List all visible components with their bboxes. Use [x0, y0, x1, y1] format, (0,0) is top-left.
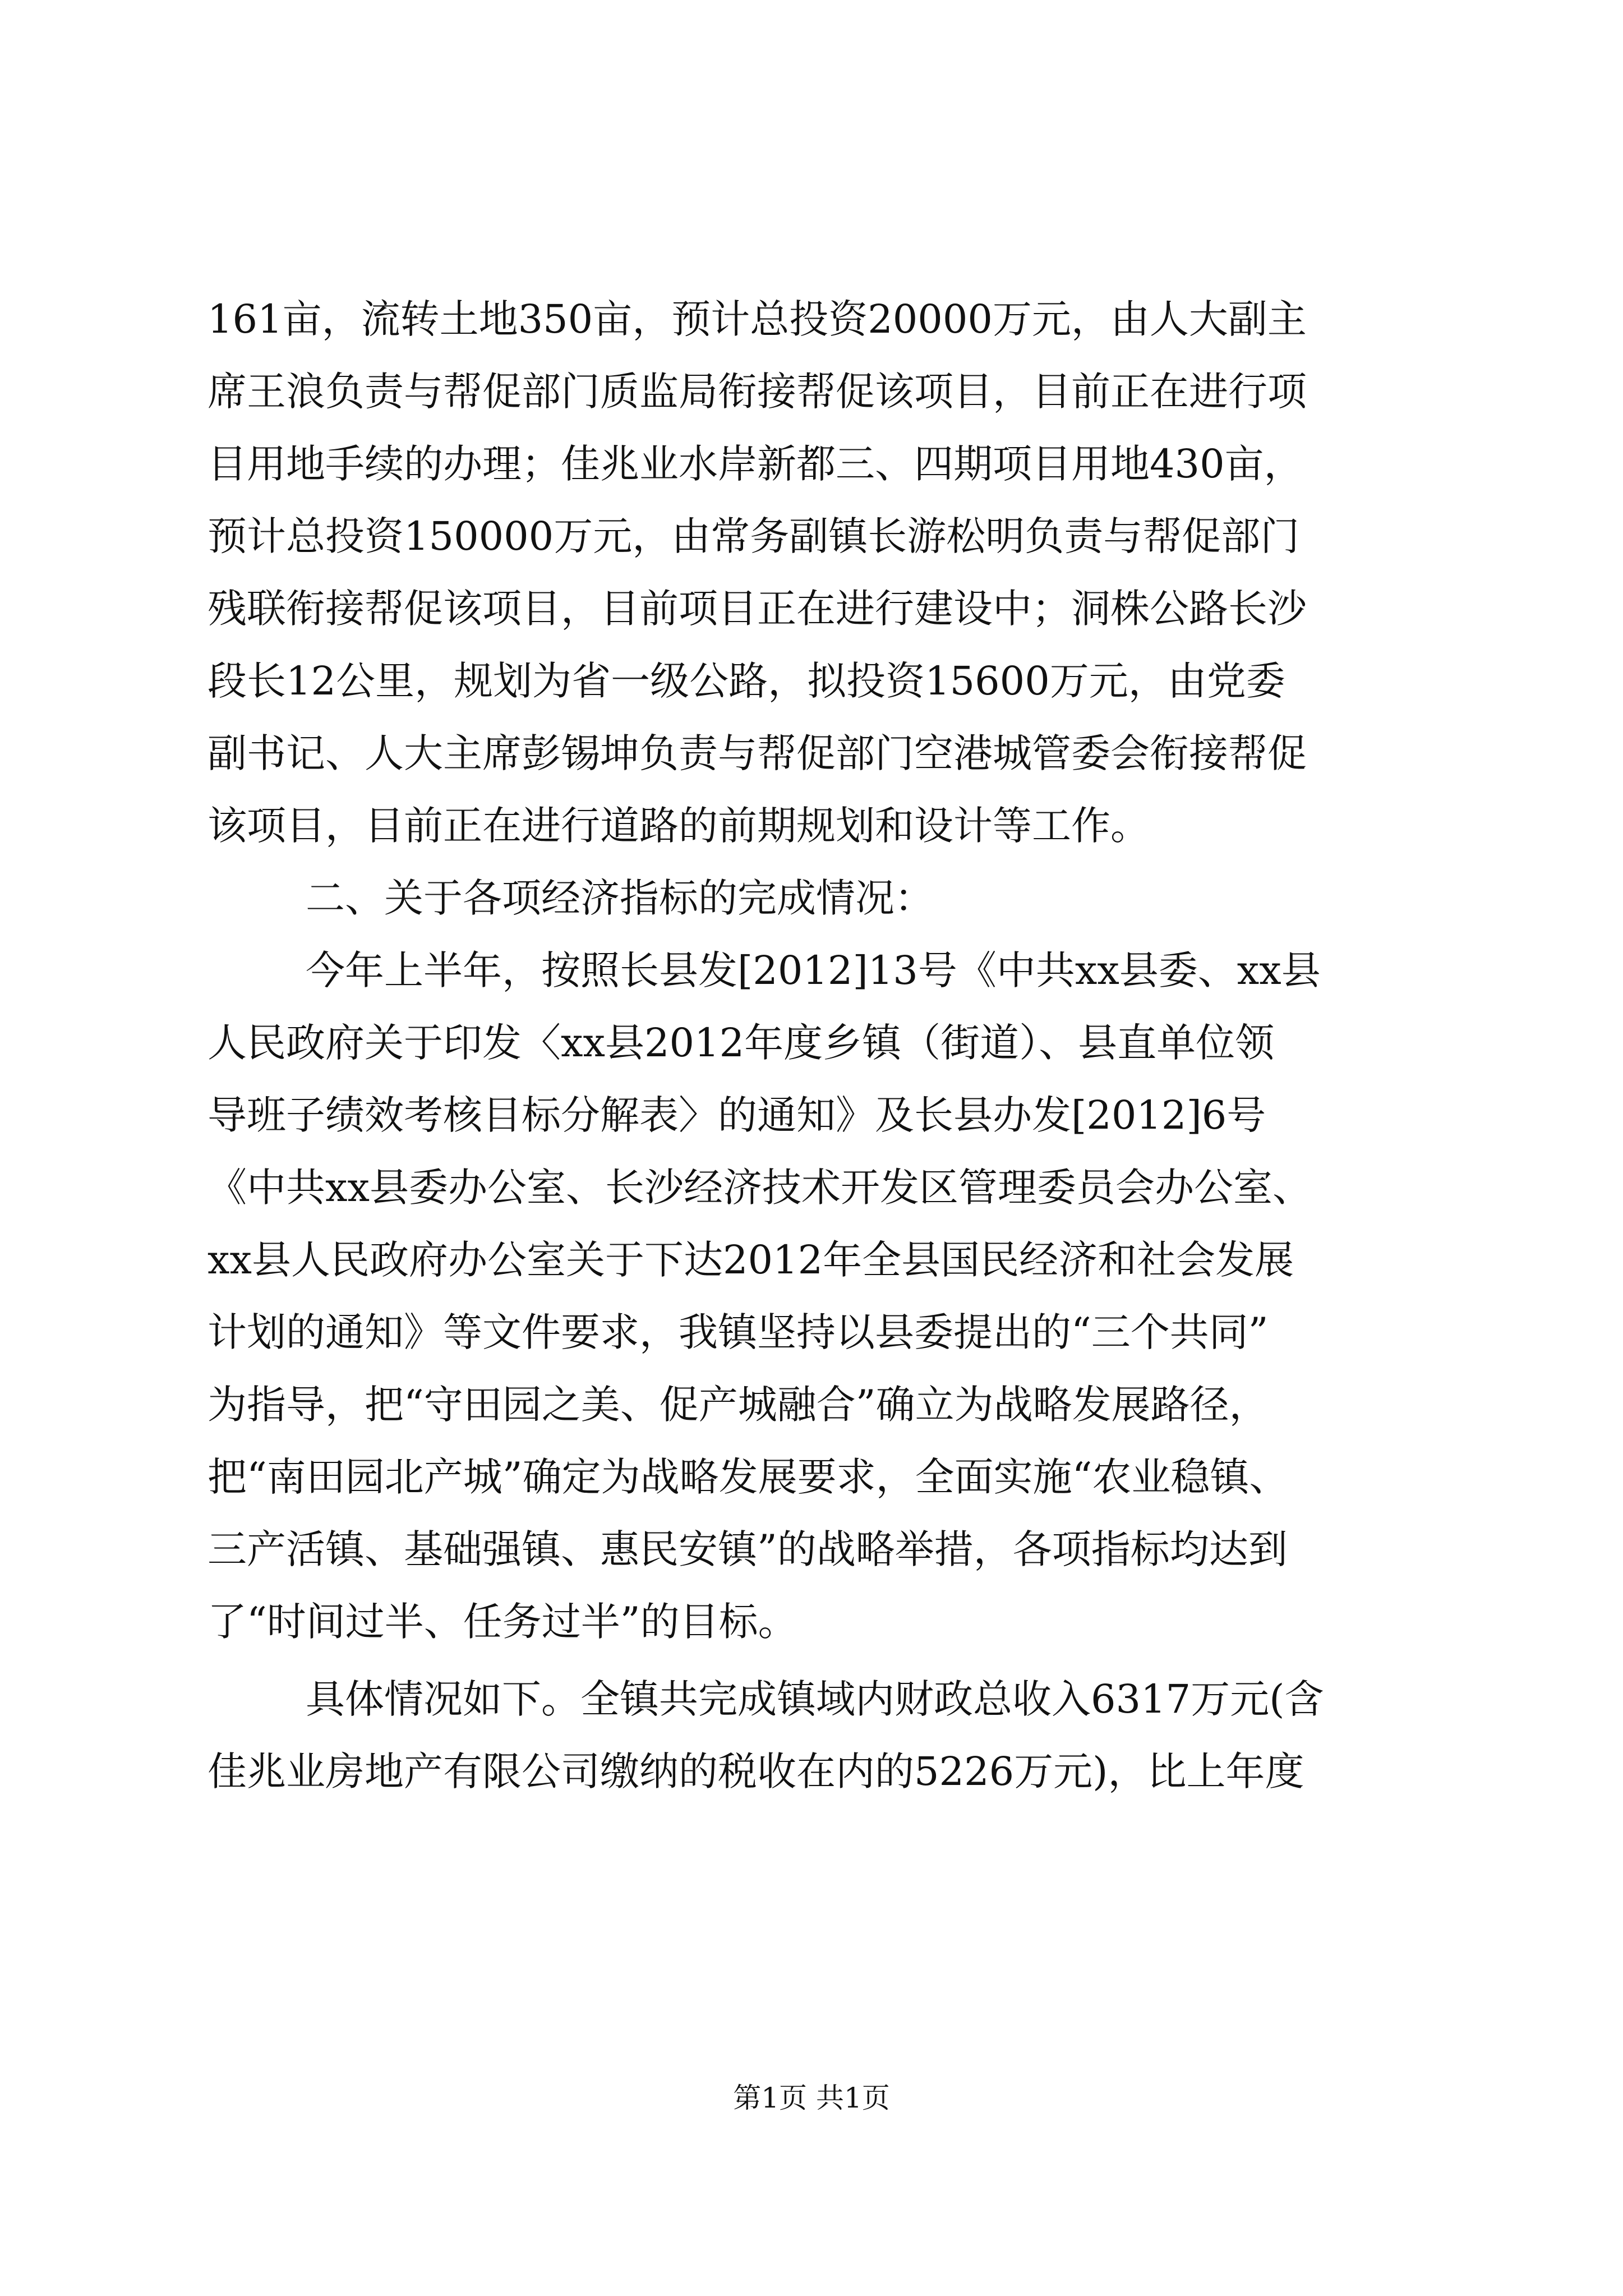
- text-line: 具体情况如下。全镇共完成镇域内财政总收入6317万元(含: [306, 1676, 1324, 1722]
- text-line: 了“时间过半、任务过半”的目标。: [208, 1599, 797, 1645]
- text-line: 计划的通知》等文件要求，我镇坚持以县委提出的“三个共同”: [208, 1309, 1269, 1355]
- text-line: 人民政府关于印发〈xx县2012年度乡镇（街道）、县直单位领: [208, 1020, 1275, 1066]
- text-line: 导班子绩效考核目标分解表〉的通知》及长县办发[2012]6号: [208, 1092, 1266, 1138]
- text-line: 预计总投资150000万元，由常务副镇长游松明负责与帮促部门: [208, 513, 1300, 559]
- section-heading: 二、关于各项经济指标的完成情况：: [306, 875, 934, 921]
- text-line: 目用地手续的办理；佳兆业水岸新都三、四期项目用地430亩，: [208, 441, 1303, 487]
- text-line: 该项目，目前正在进行道路的前期规划和设计等工作。: [208, 803, 1150, 849]
- text-line: 副书记、人大主席彭锡坤负责与帮促部门空港城管委会衔接帮促: [208, 730, 1307, 776]
- text-line: 今年上半年，按照长县发[2012]13号《中共xx县委、xx县: [306, 947, 1321, 993]
- text-line: 佳兆业房地产有限公司缴纳的税收在内的5226万元)，比上年度: [208, 1749, 1304, 1795]
- page-footer: 第1页 共1页: [733, 2082, 890, 2114]
- text-line: 为指导，把“守田园之美、促产城融合”确立为战略发展路径，: [208, 1382, 1269, 1428]
- text-line: 段长12公里，规划为省一级公路，拟投资15600万元，由党委: [208, 658, 1285, 704]
- text-line: 161亩，流转土地350亩，预计总投资20000万元，由人大副主: [208, 296, 1307, 342]
- text-line: 把“南田园北产城”确定为战略发展要求，全面实施“农业稳镇、: [208, 1454, 1289, 1500]
- text-line: 席王浪负责与帮促部门质监局衔接帮促该项目，目前正在进行项: [208, 369, 1307, 415]
- document-body: [208, 283, 1422, 1808]
- text-line: xx县人民政府办公室关于下达2012年全县国民经济和社会发展: [208, 1237, 1294, 1283]
- text-line: 《中共xx县委办公室、长沙经济技术开发区管理委员会办公室、: [208, 1165, 1312, 1211]
- text-line: 三产活镇、基础强镇、惠民安镇”的战略举措，各项指标均达到: [208, 1526, 1288, 1572]
- text-line: 残联衔接帮促该项目，目前项目正在进行建设中；洞株公路长沙: [208, 586, 1307, 632]
